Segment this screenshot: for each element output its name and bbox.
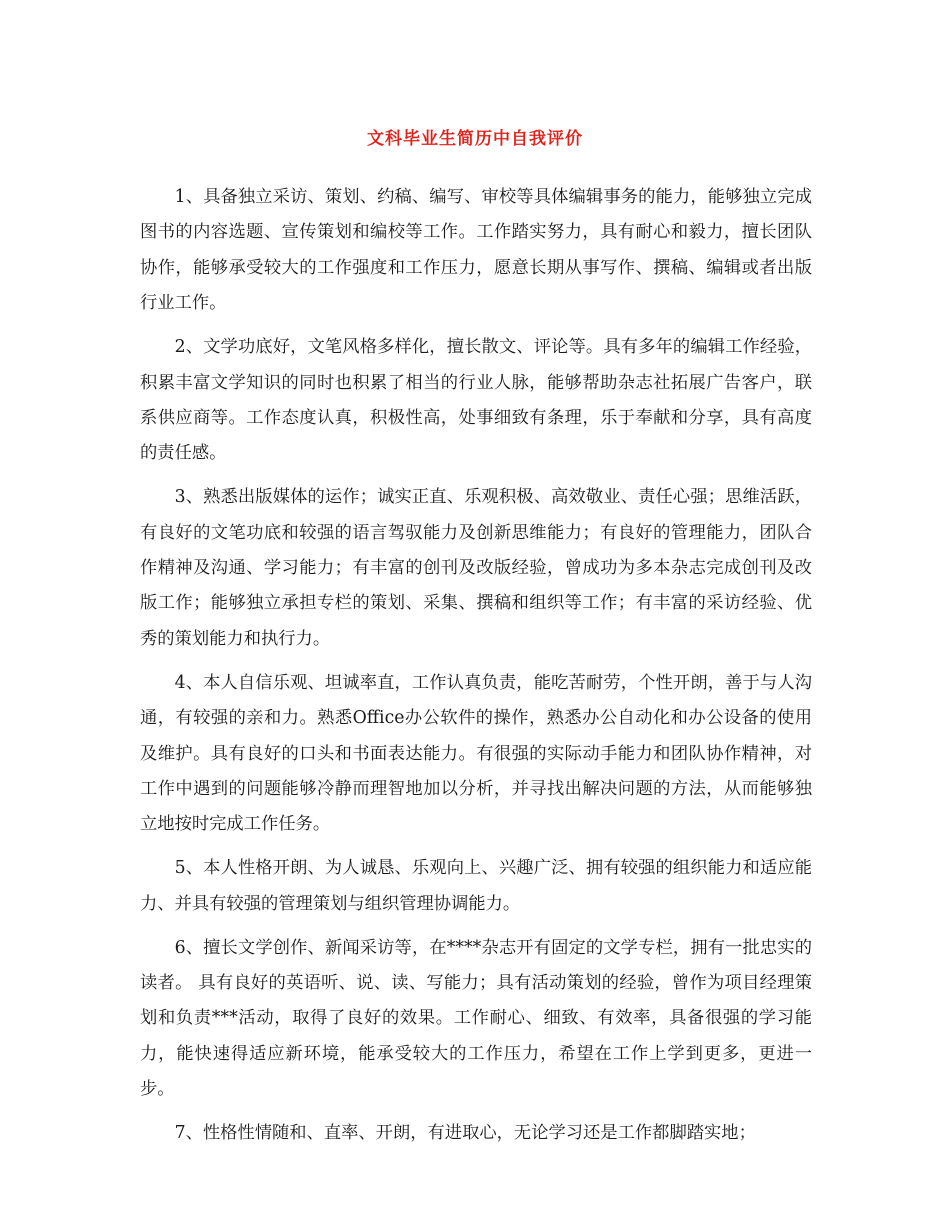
paragraph-4: 4、本人自信乐观、坦诚率直，工作认真负责，能吃苦耐劳，个性开朗，善于与人沟通，有较强的亲和力。熟悉Office办公软件的操作，熟悉办公自动化和办公设备的使用及维护。具有良好的口头和书面表达能力。有很强的实际动手能力和团队协作精神，对工作中遇到的问题能够冷静而理智地加以分析，并寻找出解决问题的方法，从而能够独立地按时完成工作任务。 [140,672,812,835]
document-body [140,180,812,1160]
paragraph-5: 5、本人性格开朗、为人诚恳、乐观向上、兴趣广泛、拥有较强的组织能力和适应能力、并具有较强的管理策划与组织管理协调能力。 [140,858,812,914]
paragraph-6: 6、擅长文学创作、新闻采访等，在****杂志开有固定的文学专栏，拥有一批忠实的读者。 具有良好的英语听、说、读、写能力；具有活动策划的经验，曾作为项目经理策划和负责***活动，取得了良好的效果。工作耐心、细致、有效率，具备很强的学习能力，能快速得适应新环境，能承受较大的工作压力，希望在工作上学到更多，更进一步。 [140,937,812,1100]
document-title: 文科毕业生简历中自我评价 [367,129,583,149]
paragraph-1: 1、具备独立采访、策划、约稿、编写、审校等具体编辑事务的能力，能够独立完成图书的内容选题、宣传策划和编校等工作。工作踏实努力，具有耐心和毅力，擅长团队协作，能够承受较大的工作强度和工作压力，愿意长期从事写作、撰稿、编辑或者出版行业工作。 [140,187,812,314]
paragraph-3: 3、熟悉出版媒体的运作；诚实正直、乐观积极、高效敬业、责任心强；思维活跃，有良好的文笔功底和较强的语言驾驭能力及创新思维能力；有良好的管理能力，团队合作精神及沟通、学习能力；有丰富的创刊及改版经验，曾成功为多本杂志完成创刊及改版工作；能够独立承担专栏的策划、采集、撰稿和组织等工作；有丰富的采访经验、优秀的策划能力和执行力。 [140,487,812,649]
paragraph-7: 7、性格性情随和、直率、开朗，有进取心，无论学习还是工作都脚踏实地； [174,1123,756,1144]
paragraph-2: 2、文学功底好，文笔风格多样化，擅长散文、评论等。具有多年的编辑工作经验，积累丰富文学知识的同时也积累了相当的行业人脉，能够帮助杂志社拓展广告客户，联系供应商等。工作态度认真，积极性高，处事细致有条理，乐于奉献和分享，具有高度的责任感。 [140,337,812,464]
